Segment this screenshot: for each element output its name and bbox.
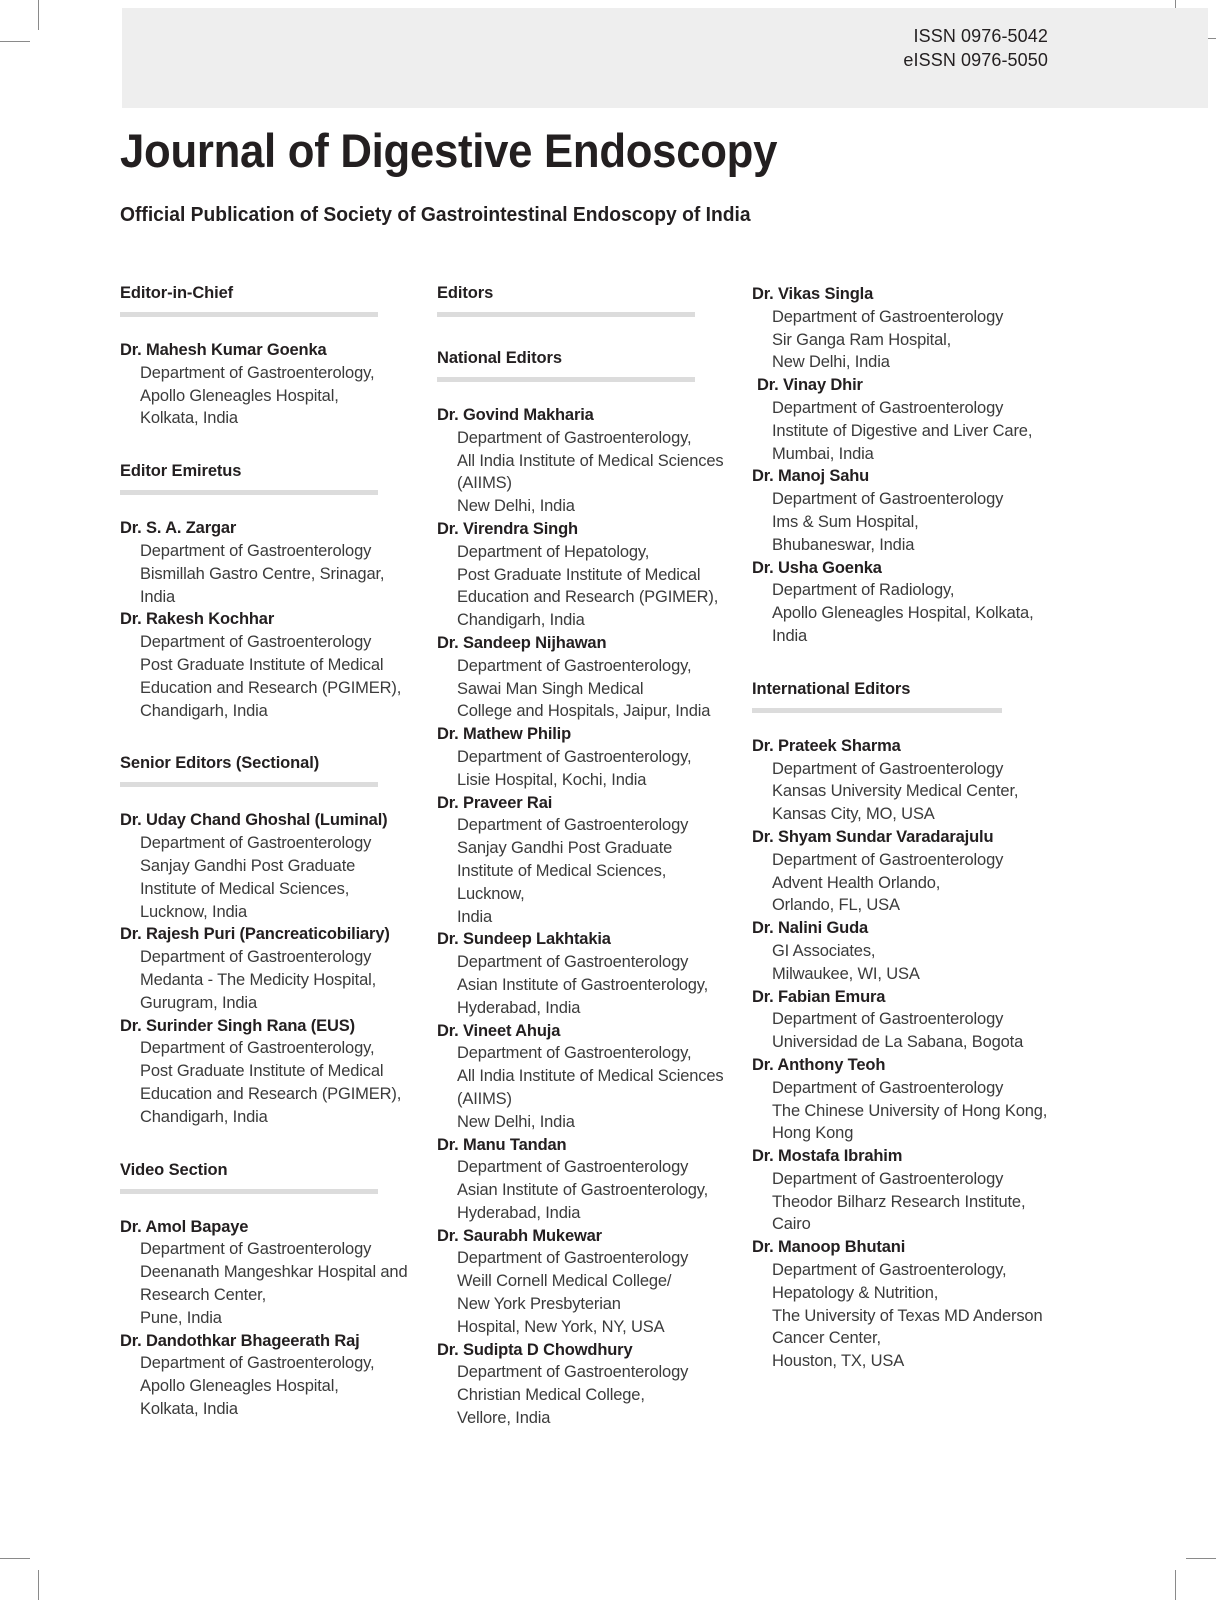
editor-affiliation-line: Chandigarh, India <box>140 1107 268 1126</box>
editor-affiliation-line: Department of Gastroenterology, <box>772 1261 1007 1280</box>
editor-affiliation-line: Department of Gastroenterology <box>457 816 689 835</box>
editor-name: Dr. Sudipta D Chowdhury <box>437 1340 633 1359</box>
editor-name: Dr. Amol Bapaye <box>120 1217 249 1236</box>
editor-name: Dr. Vinay Dhir <box>757 376 863 395</box>
editor-name: Dr. Mahesh Kumar Goenka <box>120 341 327 359</box>
editor-name: Dr. Shyam Sundar Varadarajulu <box>752 827 994 846</box>
editor-affiliation-line: Bhubaneswar, India <box>772 535 915 554</box>
editor-affiliation-line: Chandigarh, India <box>457 611 585 630</box>
editor-affiliation-line: Weill Cornell Medical College/ <box>457 1272 672 1291</box>
editor-name: Dr. Uday Chand Ghoshal (Luminal) <box>120 811 388 830</box>
editor-affiliation-line: Department of Gastroenterology <box>140 834 372 853</box>
editor-name: Dr. S. A. Zargar <box>120 519 237 538</box>
editor-affiliation-line: Vellore, India <box>457 1409 551 1428</box>
editor-entry <box>120 608 420 722</box>
editor-entry <box>752 374 1052 465</box>
editor-affiliation-line: Sanjay Gandhi Post Graduate <box>457 839 673 858</box>
editor-name: Dr. Mathew Philip <box>437 725 572 744</box>
editor-affiliation-line: Department of Gastroenterology <box>457 953 689 972</box>
editor-name: Dr. Fabian Emura <box>752 987 886 1006</box>
editor-affiliation-line: Lucknow, India <box>140 902 248 921</box>
editor-affiliation-line: New Delhi, India <box>457 497 575 516</box>
section-heading: Editor Emiretus <box>120 462 242 481</box>
editor-name: Dr. Nalini Guda <box>752 919 869 938</box>
editor-affiliation-line: Hepatology & Nutrition, <box>772 1283 939 1302</box>
editor-affiliation-line: Hong Kong <box>772 1124 854 1143</box>
editor-affiliation-line: New York Presbyterian <box>457 1295 621 1314</box>
editor-entry <box>120 517 420 608</box>
editor-affiliation-line: Department of Radiology, <box>772 581 955 600</box>
issn-print: ISSN 0976-5042 <box>913 26 1048 46</box>
editor-affiliation-line: Department of Gastroenterology <box>772 398 1004 417</box>
editor-affiliation-line: Post Graduate Institute of Medical <box>457 565 701 584</box>
editor-affiliation-line: Apollo Gleneagles Hospital, Kolkata, <box>772 604 1034 623</box>
editor-affiliation-line: Gurugram, India <box>140 993 257 1012</box>
editor-entry <box>120 1216 420 1330</box>
editor-name: Dr. Mostafa Ibrahim <box>752 1147 903 1166</box>
editor-affiliation-line: Sawai Man Singh Medical <box>457 679 644 698</box>
editor-affiliation-line: GI Associates, <box>772 941 876 960</box>
editor-affiliation-line: Chandigarh, India <box>140 701 268 720</box>
editor-affiliation-line: Institute of Digestive and Liver Care, <box>772 421 1033 440</box>
editor-entry <box>752 735 1052 826</box>
editor-affiliation-line: New Delhi, India <box>457 1112 575 1131</box>
editor-entry <box>120 923 420 1014</box>
crop-mark-bottom-right-horizontal <box>1186 1558 1216 1559</box>
editor-entry <box>752 283 1052 374</box>
editor-affiliation-line: (AIIMS) <box>457 474 512 493</box>
editor-name: Dr. Praveer Rai <box>437 793 553 812</box>
section-spacer <box>437 317 737 348</box>
editor-affiliation-line: Department of Gastroenterology, <box>457 656 692 675</box>
editor-affiliation-line: Ims & Sum Hospital, <box>772 512 919 531</box>
editor-entry <box>120 1015 420 1129</box>
section-heading: Senior Editors (Sectional) <box>120 754 320 773</box>
editor-affiliation-line: Mumbai, India <box>772 444 874 463</box>
editor-affiliation-line: Milwaukee, WI, USA <box>772 964 920 983</box>
editor-affiliation-line: Deenanath Mangeshkar Hospital and <box>140 1263 408 1282</box>
editor-affiliation-line: Department of Gastroenterology <box>772 759 1004 778</box>
editor-affiliation-line: Medanta - The Medicity Hospital, <box>140 970 377 989</box>
editor-affiliation-line: Department of Hepatology, <box>457 542 650 561</box>
editor-affiliation-line: Universidad de La Sabana, Bogota <box>772 1033 1024 1052</box>
editor-affiliation-line: Department of Gastroenterology, <box>140 1354 375 1373</box>
editor-affiliation-line: Post Graduate Institute of Medical <box>140 1062 384 1081</box>
editor-entry <box>437 723 737 791</box>
editor-affiliation-line: (AIIMS) <box>457 1089 512 1108</box>
editor-entry <box>752 1054 1052 1145</box>
editor-affiliation-line: Houston, TX, USA <box>772 1352 905 1371</box>
editor-affiliation-line: Education and Research (PGIMER), <box>140 1084 402 1103</box>
journal-subtitle: Official Publication of Society of Gastrointestinal Endoscopy of India <box>120 203 751 226</box>
editor-affiliation-line: Asian Institute of Gastroenterology, <box>457 1181 709 1200</box>
editor-entry <box>752 917 1052 985</box>
masthead <box>120 122 1100 228</box>
editor-affiliation-line: Department of Gastroenterology, <box>140 363 375 382</box>
editor-name: Dr. Rajesh Puri (Pancreaticobiliary) <box>120 925 390 944</box>
crop-mark-top-left-vertical <box>38 0 39 30</box>
heading-spacer <box>120 495 420 517</box>
editor-name: Dr. Vineet Ahuja <box>437 1021 561 1040</box>
editor-affiliation-line: Apollo Gleneagles Hospital, <box>140 386 339 405</box>
editor-entry <box>437 632 737 723</box>
editor-affiliation-line: Research Center, <box>140 1285 266 1304</box>
editor-entry <box>437 1134 737 1225</box>
editorial-column-middle <box>437 283 737 1430</box>
editor-name: Dr. Dandothkar Bhageerath Raj <box>120 1331 360 1350</box>
editor-entry <box>437 1339 737 1430</box>
editor-affiliation-line: Department of Gastroenterology <box>140 541 372 560</box>
editor-entry <box>752 1145 1052 1236</box>
section-spacer <box>752 648 1052 679</box>
heading-spacer <box>437 382 737 404</box>
editor-entry <box>752 826 1052 917</box>
editor-affiliation-line: Theodor Bilharz Research Institute, <box>772 1192 1026 1211</box>
heading-spacer <box>120 787 420 809</box>
section-heading: Video Section <box>120 1160 228 1179</box>
editor-affiliation-line: Bismillah Gastro Centre, Srinagar, India <box>140 564 385 606</box>
editor-entry <box>437 792 737 929</box>
editor-entry <box>437 928 737 1019</box>
editor-affiliation-line: Post Graduate Institute of Medical <box>140 655 384 674</box>
editor-affiliation-line: Education and Research (PGIMER), <box>457 588 719 607</box>
editor-name: Dr. Anthony Teoh <box>752 1055 886 1074</box>
editor-affiliation-line: Department of Gastroenterology <box>457 1249 689 1268</box>
editor-affiliation-line: Institute of Medical Sciences, Lucknow, <box>457 861 667 903</box>
editor-name: Dr. Prateek Sharma <box>752 736 901 755</box>
editor-name: Dr. Surinder Singh Rana (EUS) <box>120 1016 355 1035</box>
editor-name: Dr. Sandeep Nijhawan <box>437 633 607 652</box>
heading-spacer <box>120 1194 420 1216</box>
editor-affiliation-line: Sir Ganga Ram Hospital, <box>772 330 952 349</box>
editor-affiliation-line: Department of Gastroenterology <box>457 1158 689 1177</box>
editor-affiliation-line: Department of Gastroenterology <box>772 850 1004 869</box>
section-heading: Editors <box>437 284 494 302</box>
editor-affiliation-line: New Delhi, India <box>772 353 890 372</box>
editor-affiliation-line: Hyderabad, India <box>457 998 581 1017</box>
editor-affiliation-line: Department of Gastroenterology <box>772 307 1004 326</box>
editor-affiliation-line: Cairo <box>772 1215 811 1234</box>
editor-affiliation-line: Sanjay Gandhi Post Graduate <box>140 856 356 875</box>
editor-affiliation-line: Kolkata, India <box>140 1399 238 1418</box>
section-heading: Editor-in-Chief <box>120 284 234 302</box>
editor-name: Dr. Vikas Singla <box>752 285 874 303</box>
editor-affiliation-line: College and Hospitals, Jaipur, India <box>457 702 711 721</box>
section-heading: International Editors <box>752 679 911 698</box>
crop-mark-bottom-right-vertical <box>1175 1570 1176 1600</box>
issn-band <box>122 8 1208 108</box>
editor-entry <box>752 557 1052 648</box>
editor-affiliation-line: Asian Institute of Gastroenterology, <box>457 975 709 994</box>
editor-affiliation-line: Department of Gastroenterology, <box>457 1044 692 1063</box>
editor-name: Dr. Rakesh Kochhar <box>120 610 275 629</box>
editor-affiliation-line: Department of Gastroenterology <box>140 1240 372 1259</box>
editor-affiliation-line: All India Institute of Medical Sciences <box>457 451 724 470</box>
editor-name: Dr. Saurabh Mukewar <box>437 1226 602 1245</box>
editor-affiliation-line: The University of Texas MD Anderson <box>772 1306 1043 1325</box>
editor-affiliation-line: All India Institute of Medical Sciences <box>457 1067 724 1086</box>
editor-affiliation-line: Kolkata, India <box>140 409 238 428</box>
issn-electronic: eISSN 0976-5050 <box>903 50 1048 70</box>
editor-affiliation-line: Advent Health Orlando, <box>772 873 941 892</box>
editor-affiliation-line: Department of Gastroenterology, <box>457 428 692 447</box>
editor-affiliation-line: Kansas University Medical Center, <box>772 782 1019 801</box>
editor-affiliation-line: Department of Gastroenterology <box>772 490 1004 509</box>
editor-entry <box>437 1020 737 1134</box>
heading-spacer <box>120 317 420 339</box>
editor-entry <box>752 986 1052 1054</box>
editor-entry <box>437 1225 737 1339</box>
editor-name: Dr. Manu Tandan <box>437 1135 567 1154</box>
editor-affiliation-line: Pune, India <box>140 1308 222 1327</box>
editor-affiliation-line: India <box>772 626 808 645</box>
editorial-column-right <box>752 283 1052 1373</box>
journal-title: Journal of Digestive Endoscopy <box>120 124 778 177</box>
editor-name: Dr. Sundeep Lakhtakia <box>437 930 611 949</box>
editor-affiliation-line: Institute of Medical Sciences, <box>140 879 350 898</box>
editor-entry <box>752 465 1052 556</box>
editor-entry <box>752 1236 1052 1373</box>
editor-affiliation-line: Lisie Hospital, Kochi, India <box>457 770 647 789</box>
editor-affiliation-line: Kansas City, MO, USA <box>772 805 935 824</box>
editor-affiliation-line: The Chinese University of Hong Kong, <box>772 1101 1048 1120</box>
editor-affiliation-line: Department of Gastroenterology, <box>457 747 692 766</box>
editor-entry <box>120 1330 420 1421</box>
editor-entry <box>120 339 420 430</box>
section-spacer <box>120 722 420 753</box>
editor-affiliation-line: Department of Gastroenterology <box>140 633 372 652</box>
editorial-column-left <box>120 283 420 1421</box>
crop-mark-top-left-horizontal <box>0 41 30 42</box>
section-heading: National Editors <box>437 349 562 367</box>
editor-name: Dr. Usha Goenka <box>752 558 882 577</box>
editor-affiliation-line: Department of Gastroenterology <box>457 1363 689 1382</box>
editor-affiliation-line: Christian Medical College, <box>457 1386 645 1405</box>
editor-entry <box>120 809 420 923</box>
editor-affiliation-line: Orlando, FL, USA <box>772 896 900 915</box>
editor-name: Dr. Virendra Singh <box>437 519 578 538</box>
editor-affiliation-line: India <box>457 907 493 926</box>
editor-affiliation-line: Department of Gastroenterology, <box>140 1039 375 1058</box>
editor-affiliation-line: Education and Research (PGIMER), <box>140 678 402 697</box>
editor-affiliation-line: Department of Gastroenterology <box>772 1078 1004 1097</box>
editor-affiliation-line: Hyderabad, India <box>457 1203 581 1222</box>
editor-affiliation-line: Department of Gastroenterology <box>140 948 372 967</box>
heading-spacer <box>752 713 1052 735</box>
section-spacer <box>120 430 420 461</box>
crop-mark-bottom-left-vertical <box>38 1570 39 1600</box>
editor-affiliation-line: Apollo Gleneagles Hospital, <box>140 1377 339 1396</box>
section-spacer <box>120 1129 420 1160</box>
editor-affiliation-line: Department of Gastroenterology <box>772 1169 1004 1188</box>
editor-name: Dr. Manoj Sahu <box>752 467 870 486</box>
editor-affiliation-line: Hospital, New York, NY, USA <box>457 1317 665 1336</box>
crop-mark-bottom-left-horizontal <box>0 1558 30 1559</box>
editor-name: Dr. Govind Makharia <box>437 406 594 424</box>
editor-name: Dr. Manoop Bhutani <box>752 1238 906 1257</box>
editor-affiliation-line: Department of Gastroenterology <box>772 1010 1004 1029</box>
editor-affiliation-line: Cancer Center, <box>772 1329 881 1348</box>
editor-entry <box>437 518 737 632</box>
editor-entry <box>437 404 737 518</box>
